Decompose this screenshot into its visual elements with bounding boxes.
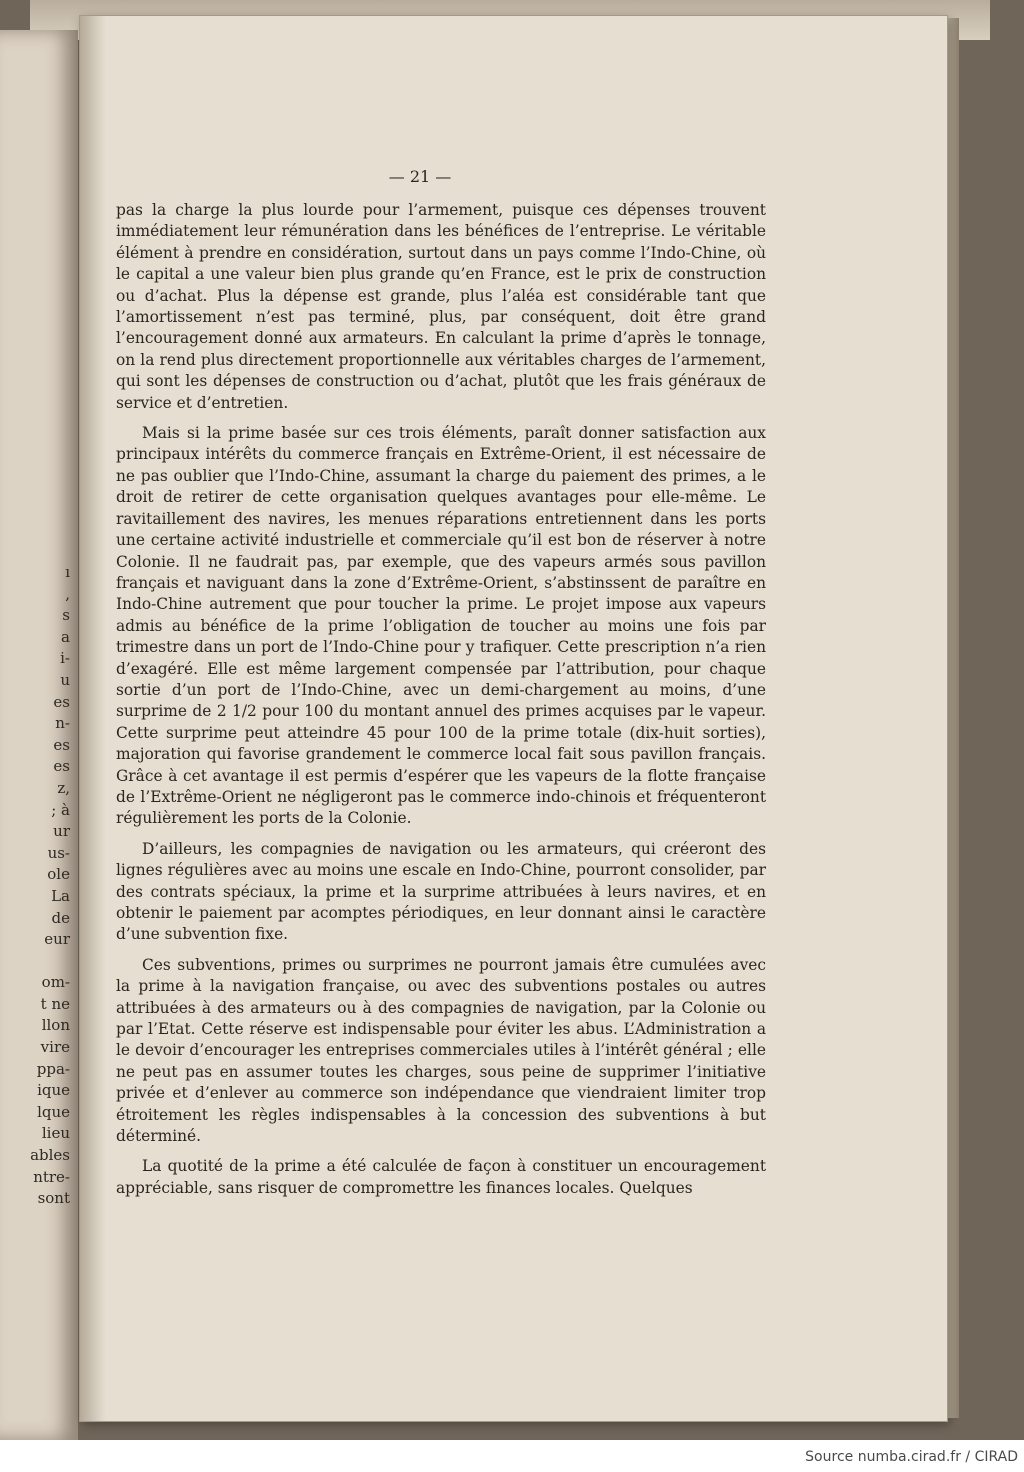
paragraph: Mais si la prime basée sur ces trois éléments, paraît donner satisfaction aux principaux intérêts du commerce français en Extrême-Orient, il est nécessaire de ne pas oublier que l’Indo-Chine, assumant la charge du paiement des primes, a le droit de retirer de cette organisation quelques avantages pour elle-même. Le ravitaillement des navires, les menues réparations entretiennent dans les ports une certaine activité industrielle et commerciale qu’il est bon de réserver à notre Colonie. Il ne faudrait pas, par exemple, que des vapeurs armés sous pavillon français et naviguant dans la zone d’Extrême-Orient, s’abstinssent de paraître en Indo-Chine autrement que pour toucher la prime. Le projet impose aux vapeurs admis au bénéfice de la prime l’obligation de toucher au moins une fois par trimestre dans un port de l’Indo-Chine pour y trafiquer. Cette prescription n’a rien d’exagéré. Elle est même largement compensée par l’attribution, pour chaque sortie d’un port de l’Indo-Chine, avec un demi-chargement au moins, d’une surprime de 2 1/2 pour 100 du montant annuel des primes acquises par le vapeur. Cette surprime peut atteindre 45 pour 100 de la prime totale (dix-huit sorties), majoration qui favorise grandement le commerce local fait sous pavillon français. Grâce à cet avantage il est permis d’espérer que les vapeurs de la flotte française de l’Extrême-Orient ne négligeront pas le commerce indo-chinois et fréquenteront régulièrement les ports de la Colonie. [116, 424, 766, 828]
page-body [116, 200, 766, 1208]
left-page-text-fragments: ı , s a i- u es n- es es z, ; à ur us- ole La de eur om- t ne llon vire ppa- ique lque lieu ables ntre- sont [30, 563, 70, 1208]
paragraph: La quotité de la prime a été calculée de façon à constituer un encouragement appréciable, sans risquer de compromettre les finances locales. Quelques [116, 1157, 766, 1197]
left-page [0, 30, 78, 1440]
page-number: — 21 — [388, 167, 452, 186]
paragraph: pas la charge la plus lourde pour l’armement, puisque ces dépenses trouvent immédiatement leur rémunération dans les bénéfices de l’entreprise. Le véritable élément à prendre en considération, surtout dans un pays comme l’Indo-Chine, où le capital a une valeur bien plus grande qu’en France, est le prix de construction ou d’achat. Plus la dépense est grande, plus l’aléa est considérable tant que l’amortissement n’est pas terminé, plus, par conséquent, doit être grand l’encouragement donné aux armateurs. En calculant la prime d’après le tonnage, on la rend plus directement proportionnelle aux véritables charges de l’armement, qui sont les dépenses de construction ou d’achat, plutôt que les frais généraux de service et d’entretien. [116, 201, 766, 412]
paragraph: D’ailleurs, les compagnies de navigation ou les armateurs, qui créeront des lignes régulières avec au moins une escale en Indo-Chine, pourront consolider, par des contrats spéciaux, la prime et la surprime attribuées à leurs navires, et en obtenir le paiement par acomptes périodiques, en leur donnant ainsi le caractère d’une subvention fixe. [116, 839, 766, 944]
paragraph: Ces subventions, primes ou surprimes ne pourront jamais être cumulées avec la prime à la navigation française, ou avec des subventions postales ou autres attribuées à des armateurs ou à des compagnies de navigation, par la Colonie ou par l’Etat. Cette réserve est indispensable pour éviter les abus. L’Administration a le devoir d’encourager les entreprises commerciales utiles à l’intérêt général ; elle ne peut pas en assumer toutes les charges, sous peine de supprimer l’initiative privée et d’enlever au commerce son indépendance que viendraient limiter trop étroitement les règles indispensables à la concession des subventions à but déterminé. [116, 955, 766, 1146]
page-fore-edge [947, 18, 959, 1418]
source-credit: Source numba.cirad.fr / CIRAD [805, 1449, 1018, 1465]
